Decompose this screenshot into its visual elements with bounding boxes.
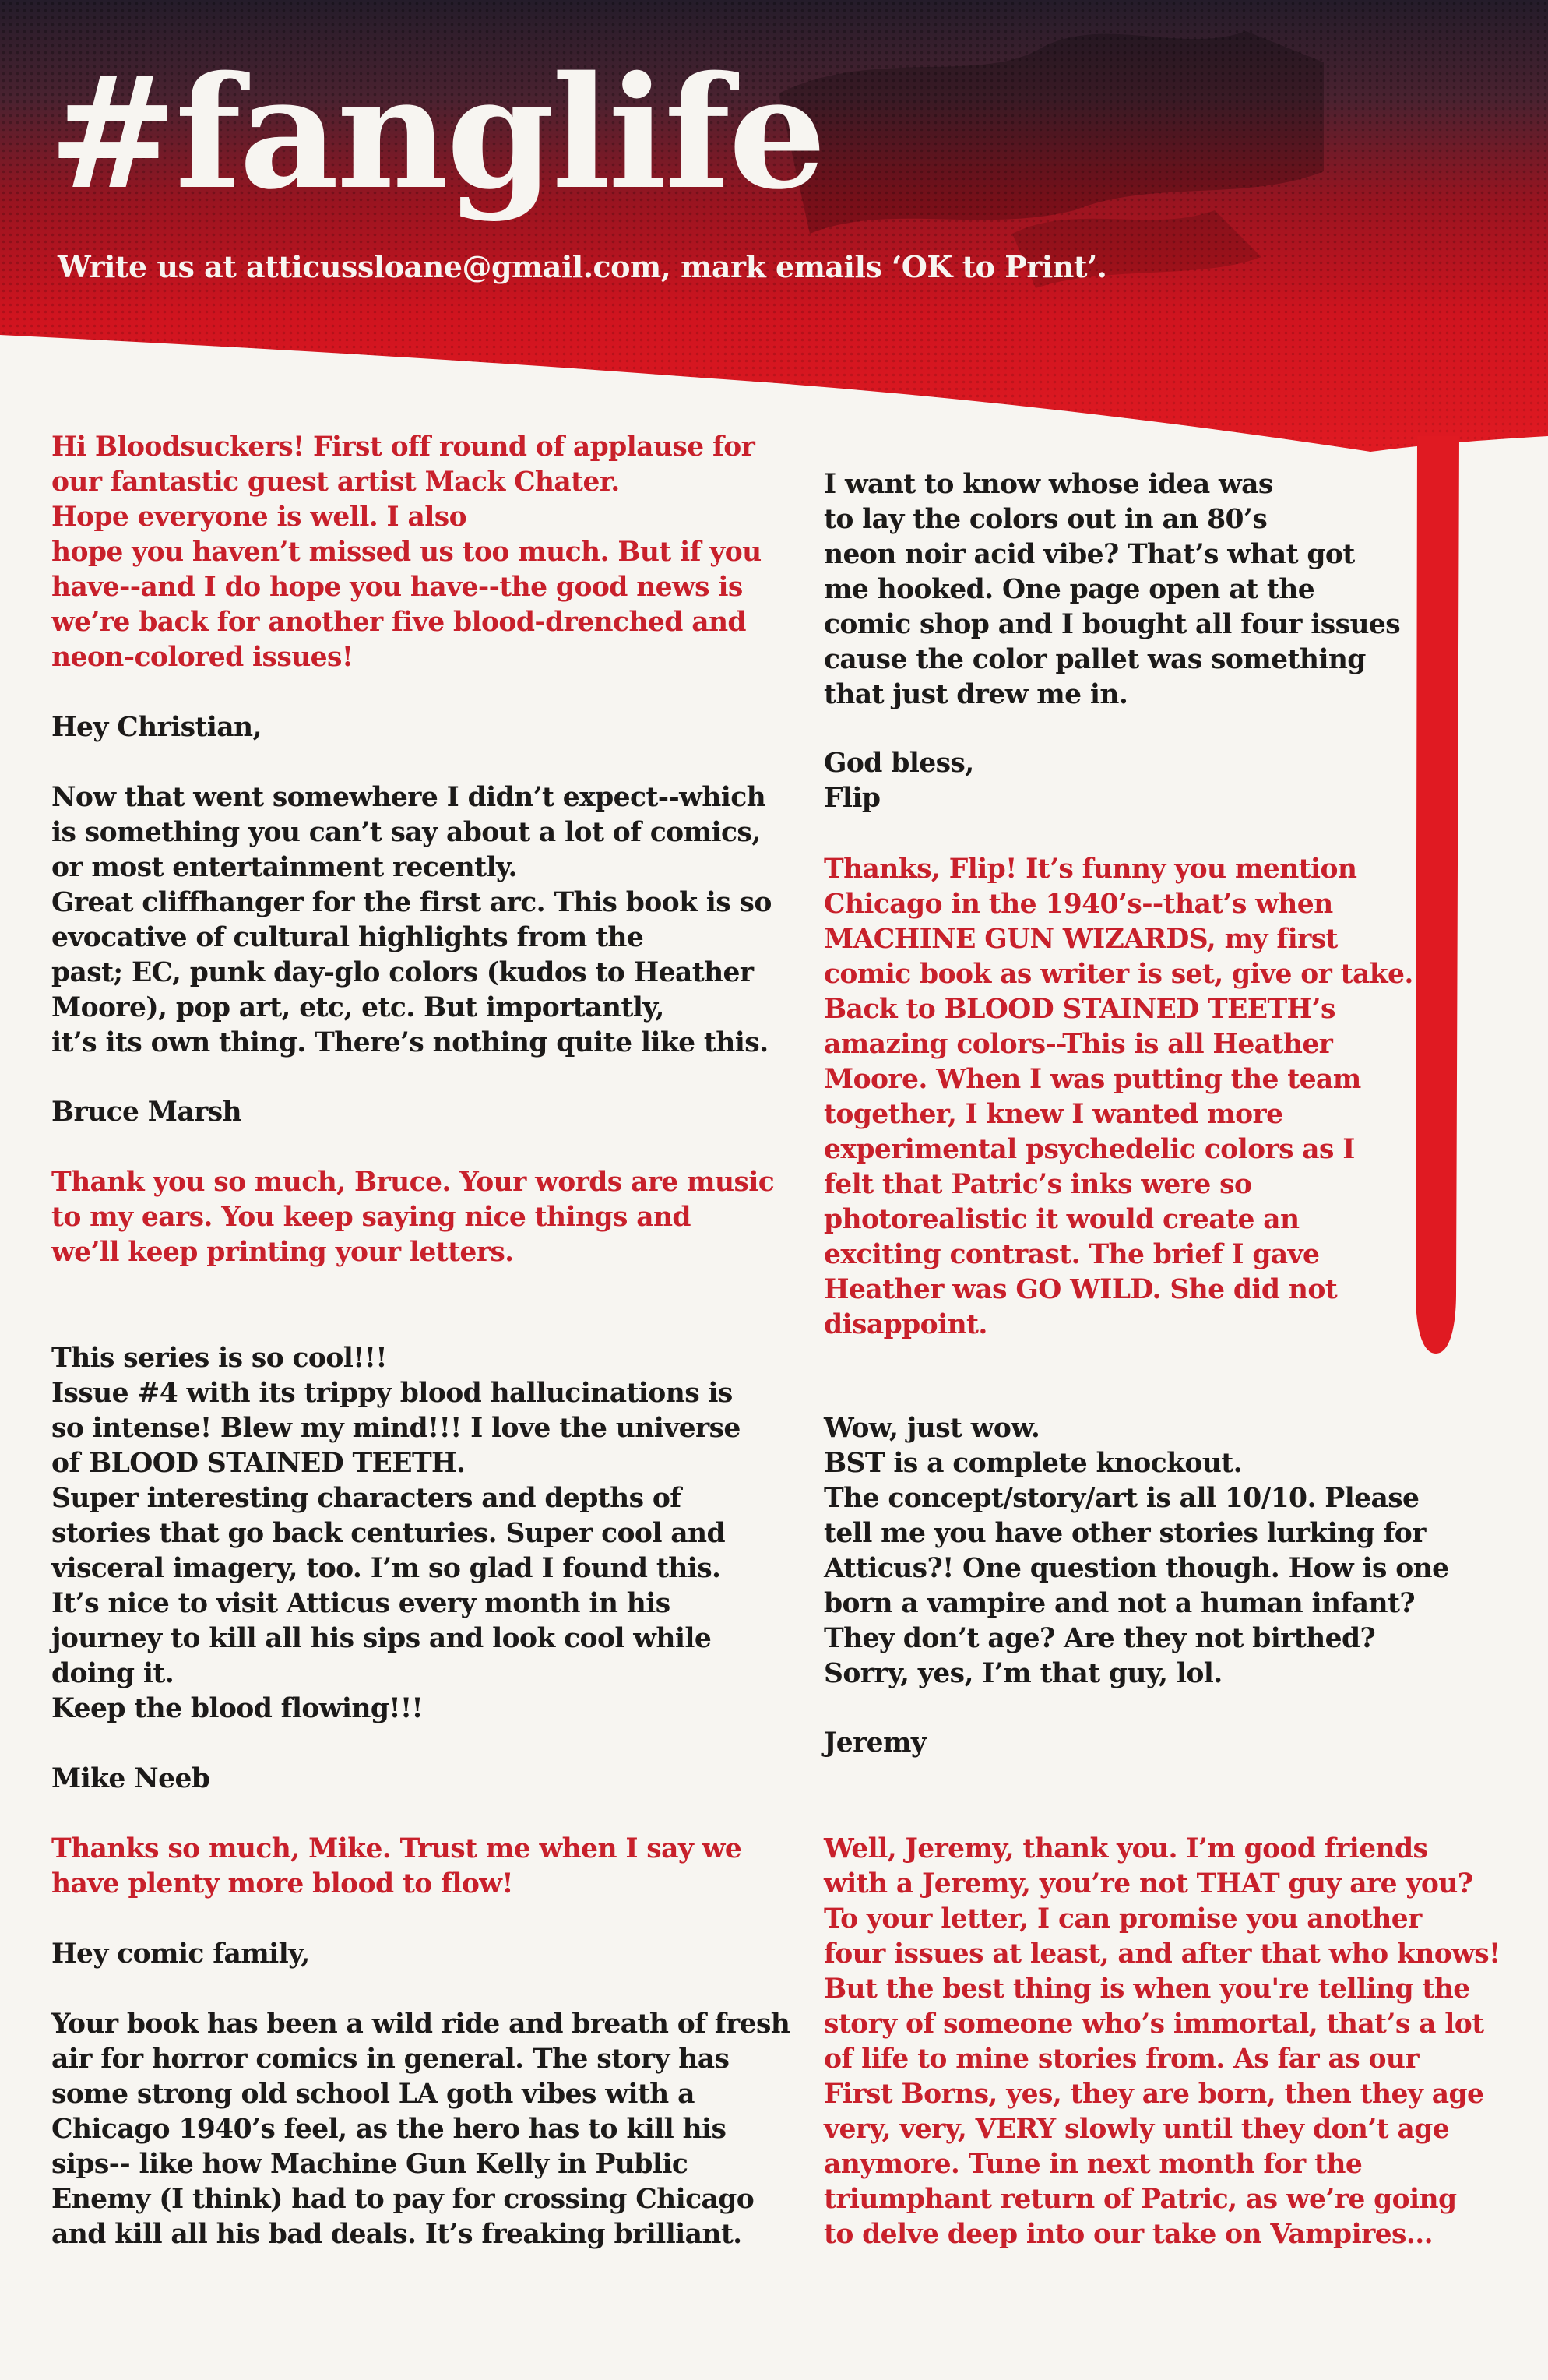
text-line: To your letter, I can promise you another bbox=[824, 1903, 1422, 1935]
text-line: Atticus?! One question though. How is one bbox=[824, 1553, 1449, 1584]
text-line: amazing colors--This is all Heather bbox=[824, 1029, 1333, 1060]
editor-reply bbox=[51, 1832, 741, 1902]
text-line: felt that Patric’s inks were so bbox=[824, 1169, 1252, 1200]
text-line: triumphant return of Patric, as we’re going bbox=[824, 2184, 1457, 2215]
text-line: stories that go back centuries. Super cool and bbox=[51, 1518, 726, 1549]
editor-reply bbox=[51, 1165, 774, 1270]
text-line: photorealistic it would create an bbox=[824, 1204, 1300, 1235]
text-line: exciting contrast. The brief I gave bbox=[824, 1239, 1320, 1270]
text-line: so intense! Blew my mind!!! I love the universe bbox=[51, 1413, 741, 1444]
text-line: comic book as writer is set, give or take. bbox=[824, 959, 1413, 990]
text-line: Back to BLOOD STAINED TEETH’s bbox=[824, 994, 1335, 1025]
page-subtitle: Write us at atticussloane@gmail.com, mark emails ‘OK to Print’. bbox=[58, 249, 1107, 284]
text-line: sips-- like how Machine Gun Kelly in Public bbox=[51, 2149, 688, 2180]
text-line: together, I knew I wanted more bbox=[824, 1099, 1283, 1130]
text-line: very, very, VERY slowly until they don’t age bbox=[824, 2114, 1450, 2145]
text-line: Sorry, yes, I’m that guy, lol. bbox=[824, 1658, 1223, 1689]
text-line: journey to kill all his sips and look cool while bbox=[51, 1623, 712, 1654]
text-line: First Borns, yes, they are born, then they age bbox=[824, 2079, 1484, 2110]
text-line: Chicago in the 1940’s--that’s when bbox=[824, 889, 1333, 920]
text-line: or most entertainment recently. bbox=[51, 852, 517, 883]
text-line: But the best thing is when you're telling the bbox=[824, 1973, 1470, 2005]
text-line: story of someone who’s immortal, that’s a lot bbox=[824, 2009, 1484, 2040]
text-line: we’re back for another five blood-drenched and bbox=[51, 607, 746, 638]
text-line: Hi Bloodsuckers! First off round of applause for bbox=[51, 431, 755, 463]
text-line: BST is a complete knockout. bbox=[824, 1448, 1243, 1479]
page-title: #fanglife bbox=[48, 42, 825, 224]
letter-body bbox=[51, 1341, 741, 1727]
text-line: comic shop and I bought all four issues bbox=[824, 609, 1401, 640]
text-line: air for horror comics in general. The story has bbox=[51, 2044, 730, 2075]
text-line: Super interesting characters and depths of bbox=[51, 1483, 681, 1514]
text-line: our fantastic guest artist Mack Chater. bbox=[51, 466, 620, 498]
editor-reply bbox=[824, 852, 1413, 1343]
text-line: to lay the colors out in an 80’s bbox=[824, 504, 1268, 535]
letter-signature bbox=[51, 1095, 241, 1130]
letter-signature bbox=[824, 746, 974, 816]
text-line: MACHINE GUN WIZARDS, my first bbox=[824, 924, 1338, 955]
text-line: we’ll keep printing your letters. bbox=[51, 1237, 514, 1268]
text-line: Thanks, Flip! It’s funny you mention bbox=[824, 854, 1357, 885]
text-line: past; EC, punk day-glo colors (kudos to Heather bbox=[51, 957, 754, 988]
text-line: Flip bbox=[824, 783, 881, 814]
text-line: Thank you so much, Bruce. Your words are music bbox=[51, 1167, 775, 1198]
text-line: Chicago 1940’s feel, as the hero has to kill his bbox=[51, 2114, 727, 2145]
text-line: Issue #4 with its trippy blood hallucinations is bbox=[51, 1378, 733, 1409]
letter-greeting bbox=[51, 1937, 310, 1972]
text-line: of BLOOD STAINED TEETH. bbox=[51, 1448, 466, 1479]
text-line: neon noir acid vibe? That’s what got bbox=[824, 539, 1355, 570]
text-line: I want to know whose idea was bbox=[824, 469, 1273, 500]
text-line: Great cliffhanger for the first arc. This book is so bbox=[51, 887, 772, 918]
text-line: is something you can’t say about a lot of comics, bbox=[51, 817, 761, 848]
text-line: Thanks so much, Mike. Trust me when I say we bbox=[51, 1833, 742, 1864]
text-line: that just drew me in. bbox=[824, 679, 1128, 710]
text-line: Hey Christian, bbox=[51, 712, 262, 743]
text-line: of life to mine stories from. As far as our bbox=[824, 2044, 1419, 2075]
text-line: evocative of cultural highlights from the bbox=[51, 922, 644, 953]
text-line: Moore), pop art, etc, etc. But importantly, bbox=[51, 992, 664, 1023]
letter-body bbox=[51, 780, 772, 1061]
text-line: doing it. bbox=[51, 1658, 174, 1689]
editor-reply bbox=[824, 1832, 1501, 2252]
text-line: Hey comic family, bbox=[51, 1938, 310, 1970]
text-line: with a Jeremy, you’re not THAT guy are you? bbox=[824, 1868, 1473, 1899]
text-line: to delve deep into our take on Vampires... bbox=[824, 2219, 1434, 2250]
text-line: Your book has been a wild ride and breath of fresh bbox=[51, 2009, 790, 2040]
text-line: God bless, bbox=[824, 748, 974, 779]
text-line: Keep the blood flowing!!! bbox=[51, 1693, 424, 1724]
text-line: it’s its own thing. There’s nothing quite like this. bbox=[51, 1027, 769, 1058]
text-line: Mike Neeb bbox=[51, 1763, 210, 1794]
text-line: Now that went somewhere I didn’t expect--which bbox=[51, 782, 766, 813]
text-line: tell me you have other stories lurking for bbox=[824, 1518, 1426, 1549]
letter-body bbox=[51, 2007, 790, 2252]
letter-signature bbox=[824, 1726, 926, 1761]
text-line: Wow, just wow. bbox=[824, 1413, 1040, 1444]
text-line: It’s nice to visit Atticus every month in his bbox=[51, 1588, 670, 1619]
text-line: born a vampire and not a human infant? bbox=[824, 1588, 1415, 1619]
letter-signature bbox=[51, 1762, 209, 1797]
text-line: experimental psychedelic colors as I bbox=[824, 1134, 1355, 1165]
text-line: to my ears. You keep saying nice things and bbox=[51, 1202, 691, 1233]
text-line: disappoint. bbox=[824, 1309, 987, 1340]
text-line: Bruce Marsh bbox=[51, 1097, 242, 1128]
text-line: visceral imagery, too. I’m so glad I found this. bbox=[51, 1553, 721, 1584]
text-line: Well, Jeremy, thank you. I’m good friends bbox=[824, 1833, 1428, 1864]
text-line: Enemy (I think) had to pay for crossing Chicago bbox=[51, 2184, 755, 2215]
text-line: cause the color pallet was something bbox=[824, 644, 1366, 675]
editor-intro bbox=[51, 430, 762, 675]
text-line: have--and I do hope you have--the good news is bbox=[51, 572, 743, 603]
text-line: some strong old school LA goth vibes with a bbox=[51, 2079, 695, 2110]
text-line: neon-colored issues! bbox=[51, 642, 354, 673]
text-line: anymore. Tune in next month for the bbox=[824, 2149, 1363, 2180]
text-line: four issues at least, and after that who knows! bbox=[824, 1938, 1501, 1970]
text-line: Heather was GO WILD. She did not bbox=[824, 1274, 1338, 1305]
text-line: Moore. When I was putting the team bbox=[824, 1064, 1361, 1095]
letter-greeting bbox=[51, 710, 262, 745]
text-line: Jeremy bbox=[824, 1727, 927, 1759]
text-line: Hope everyone is well. I also bbox=[51, 502, 466, 533]
text-line: This series is so cool!!! bbox=[51, 1343, 387, 1374]
text-line: have plenty more blood to flow! bbox=[51, 1868, 513, 1899]
text-line: me hooked. One page open at the bbox=[824, 574, 1315, 605]
text-line: The concept/story/art is all 10/10. Please bbox=[824, 1483, 1420, 1514]
text-line: and kill all his bad deals. It’s freaking brilliant. bbox=[51, 2219, 742, 2250]
text-line: hope you haven’t missed us too much. But if you bbox=[51, 537, 762, 568]
letter-body bbox=[824, 1411, 1449, 1692]
letter-body bbox=[824, 467, 1400, 713]
text-line: They don’t age? Are they not birthed? bbox=[824, 1623, 1376, 1654]
